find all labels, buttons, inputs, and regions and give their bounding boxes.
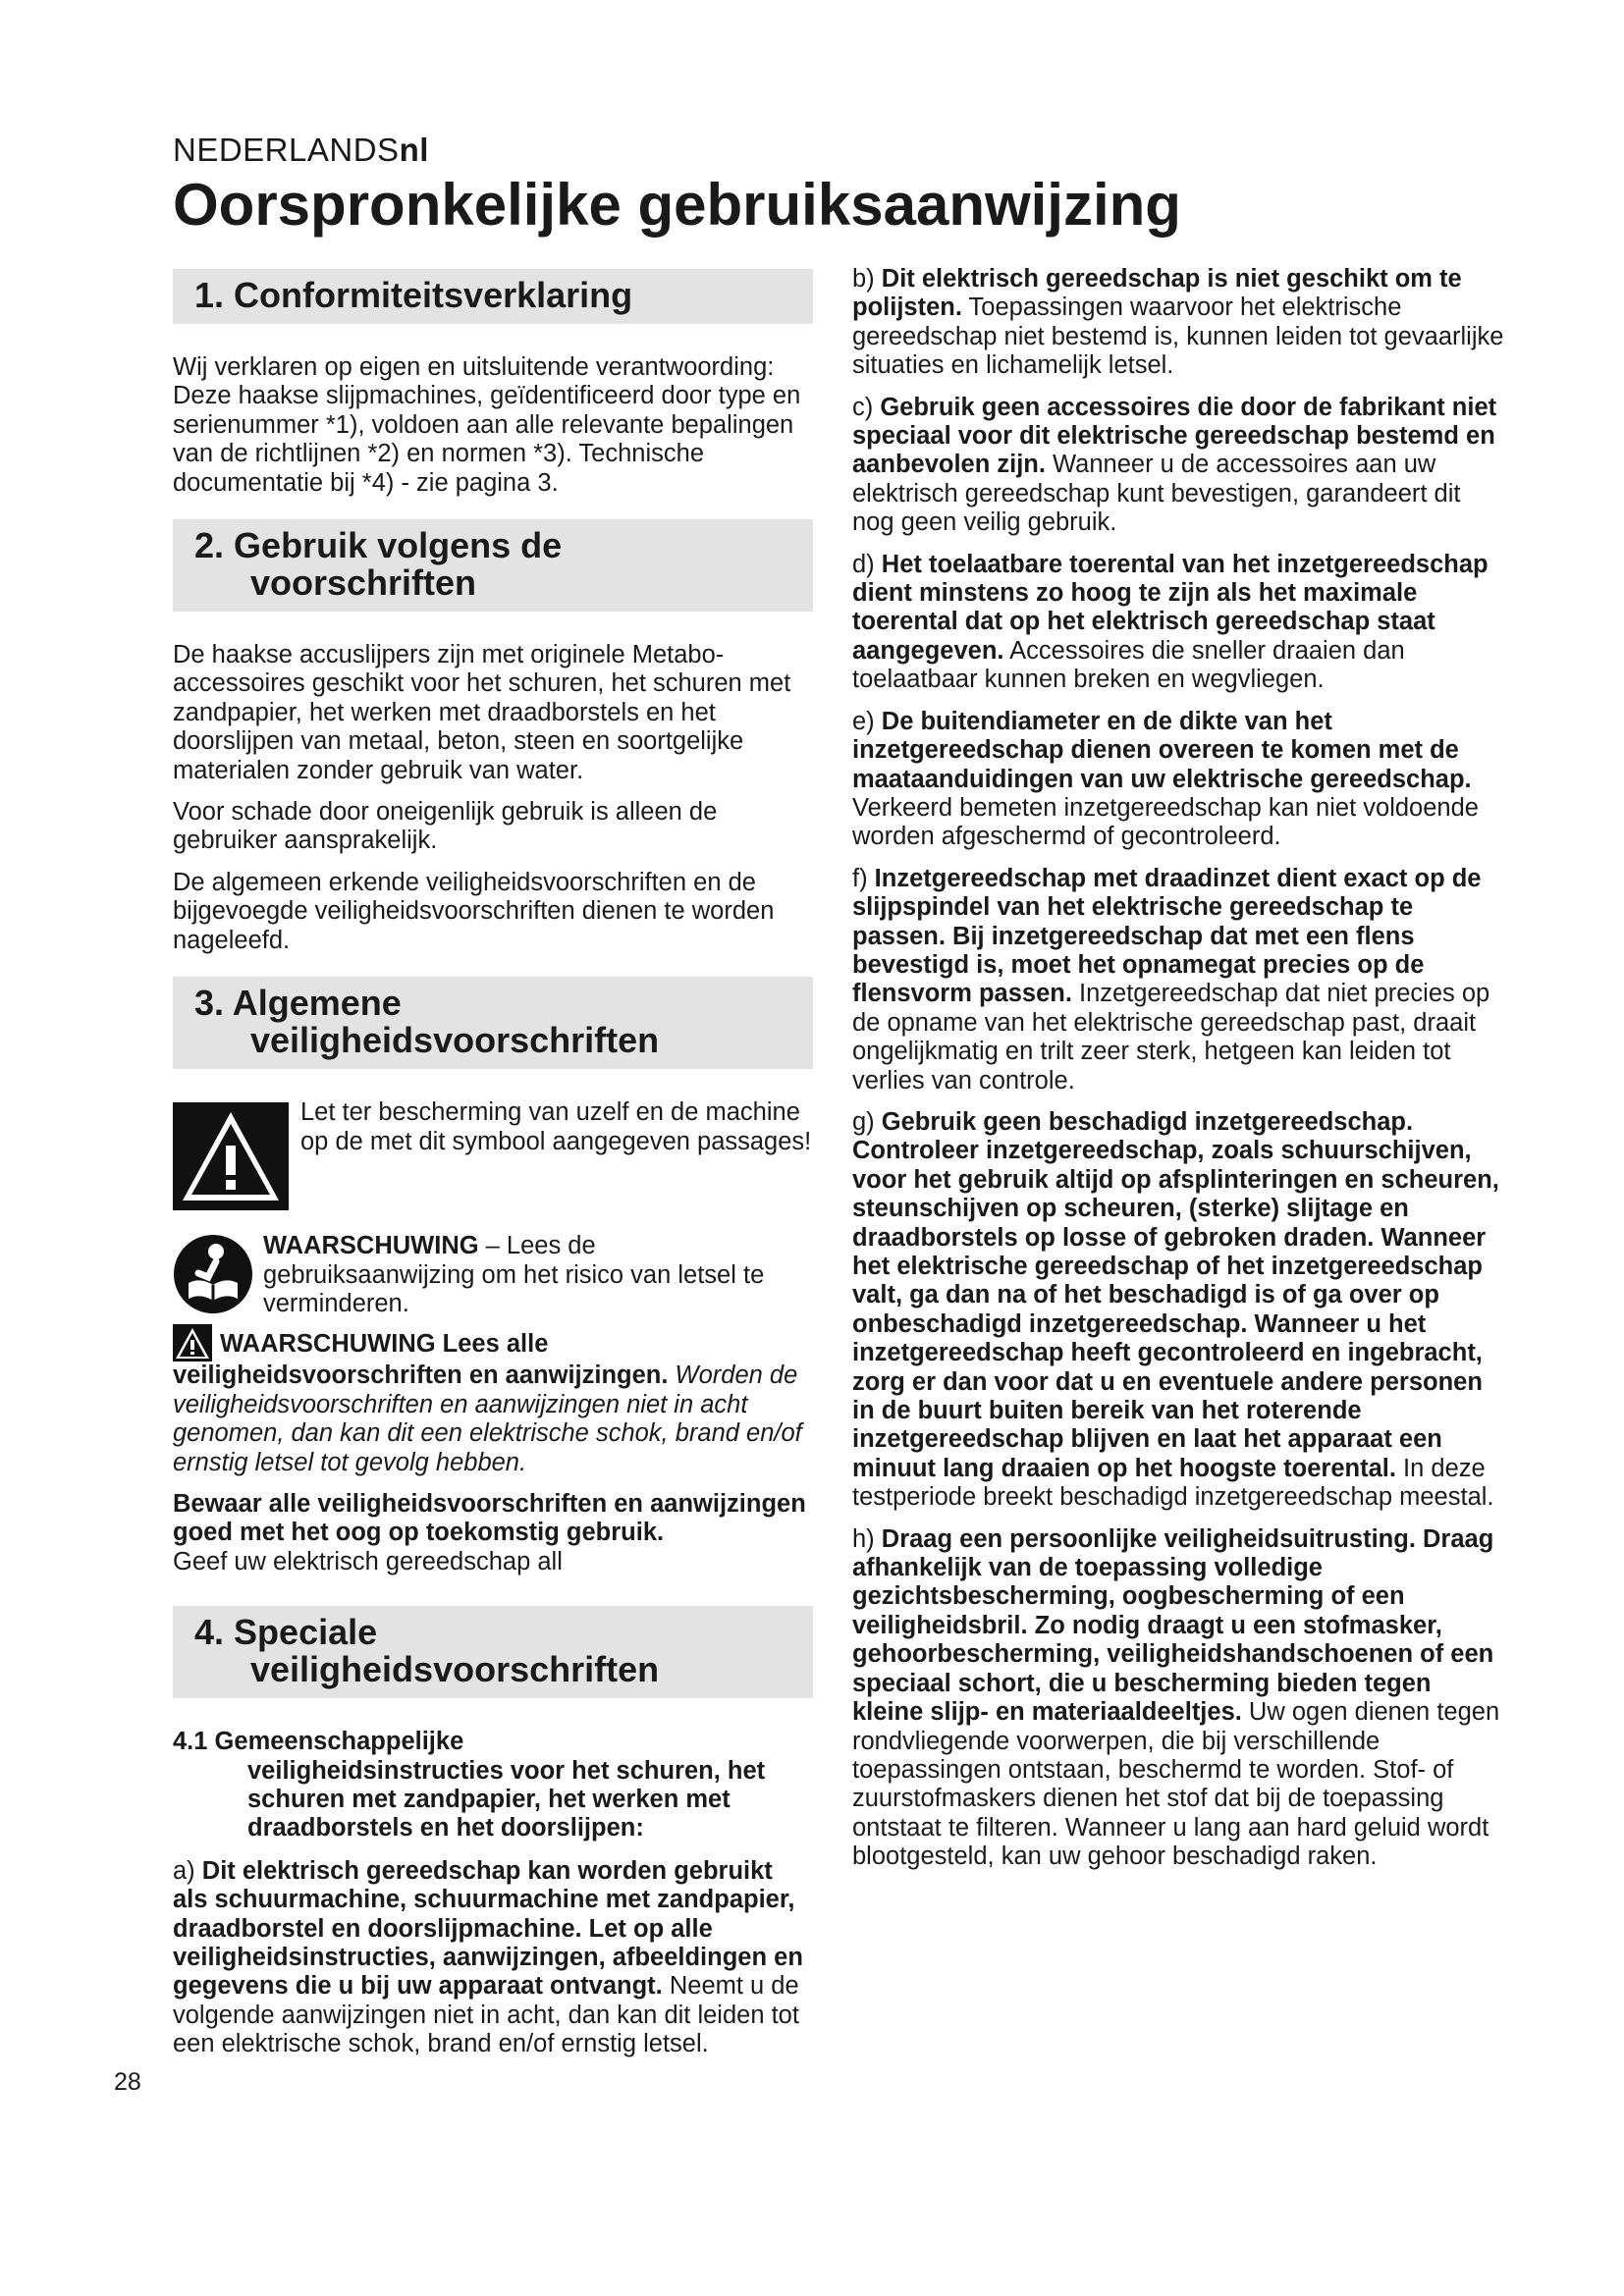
keep-instructions-note: Bewaar alle veiligheidsvoorschriften en aanwijzingen goed met het oog op toekomstig gebruik. — [173, 1489, 806, 1547]
section-4-title-line2: veiligheidsvoorschriften — [250, 1649, 660, 1690]
item-b-label: b) — [852, 265, 875, 293]
item-d-label: d) — [852, 550, 875, 578]
item-e — [852, 708, 1504, 852]
section-2-heading — [173, 519, 813, 612]
item-f-text: Inzetgereedschap dat niet precies op de opname van het elektrische gereedschap past, draait ongelijkmatig en trilt zeer sterk, hetgeen kan leiden tot verlies van controle. — [852, 980, 1490, 1095]
section-1-number: 1. — [194, 275, 225, 315]
item-b-text: Toepassingen waarvoor het elektrische gereedschap niet bestemd is, kunnen leiden tot gevaarlijke situaties en lichamelijk letsel. — [852, 294, 1504, 380]
item-g — [852, 1108, 1504, 1513]
item-g-label: g) — [852, 1107, 875, 1136]
warning-triangle-icon — [173, 1102, 289, 1210]
item-g-bold: Gebruik geen beschadigd inzetgereedschap. Controleer inzetgereedschap, zoals schuurschijven, voor het gebruik altijd op afsplinteringen en scheuren, steunschijven op scheuren, (sterke) slijtage en draadborstels op losse of gebroken draden. Wanneer het elektrische gereedschap of het inzetgereedschap valt, ga dan na of het beschadigd is of ga over op onbeschadigd inzetgereedschap. Wanneer u het inzetgereedschap heeft gecontroleerd en ingebracht, zorg er dan voor dat u en eventuele andere personen in de buurt buiten bereik van het roterende inzetgereedschap blijven en laat het apparaat een minuut lang draaien op het hoogste toerental. — [852, 1107, 1499, 1482]
page-title: Oorspronkelijke gebruiksaanwijzing — [173, 172, 1181, 238]
item-f-bold: Inzetgereedschap met draadinzet dient exact op de slijpspindel van het elektrische gereedschap te passen. Bij inzetgereedschap dat met een flens bevestigd is, moet het opnamegat precies op de flensvorm passen. — [852, 864, 1482, 1008]
item-c-bold: Gebruik geen accessoires die door de fabrikant niet speciaal voor dit elektrische gereedschap bestemd en aanbevolen zijn. — [852, 393, 1497, 479]
item-a — [173, 1857, 813, 2059]
section-2-title-line2: voorschriften — [250, 562, 477, 604]
language-code: nl — [399, 132, 429, 168]
item-h-text: Uw ogen dienen tegen rondvliegende voorwerpen, die bij verschillende toepassingen ontstaan, beschermd te worden. Stof- of zuurstofmaskers dienen het stof dat bij de toepassing ontstaat te filteren. Wanneer u lang aan hard geluid wordt blootgesteld, kan uw gehoor beschadigd raken. — [852, 1698, 1500, 1871]
section-2-number: 2. — [194, 525, 225, 566]
page-number: 28 — [114, 2068, 141, 2096]
section-1-heading — [173, 269, 813, 324]
symbol-notice-text: Let ter bescherming van uzelf en de machine op de met dit symbool aangegeven passages! — [300, 1098, 812, 1155]
section-3-title-line2: veiligheidsvoorschriften — [250, 1020, 660, 1061]
item-d-bold: Het toelaatbare toerental van het inzetgereedschap dient minstens zo hoog te zijn als het maximale toerental dat op het elektrisch gereedschap staat aangegeven. — [852, 550, 1489, 665]
item-h-label: h) — [852, 1524, 875, 1553]
item-g-text: In deze testperiode breekt beschadigd inzetgereedschap meestal. — [852, 1454, 1494, 1512]
subsection-4-1-number: 4.1 — [173, 1728, 208, 1756]
item-e-label: e) — [852, 707, 875, 735]
item-f — [852, 865, 1504, 1095]
section-3-title-line1: Algemene — [232, 983, 402, 1024]
item-e-bold: De buitendiameter en de dikte van het inzetgereedschap dienen overeen te komen met de maataanduidingen van uw elektrische gereedschap. — [852, 707, 1472, 793]
item-c-label: c) — [852, 393, 874, 421]
item-b-bold: Dit elektrisch gereedschap is niet geschikt om te polijsten. — [852, 265, 1462, 322]
section-2-paragraph-1: De haakse accuslijpers zijn met originele Metabo-accessoires geschikt voor het schuren, het schuren met zandpapier, het werken met draadborstels en het doorslijpen van metaal, beton, steen en soortgelijke materialen zonder gebruik van water. — [173, 641, 791, 784]
left-column — [173, 265, 813, 2072]
item-d-text: Accessoires die sneller draaien dan toelaatbaar kunnen breken en wegvliegen. — [852, 636, 1405, 694]
item-a-bold: Dit elektrisch gereedschap kan worden gebruikt als schuurmachine, schuurmachine met zandpapier, draadborstel en doorslijpmachine. Let op alle veiligheidsinstructies, aanwijzingen, afbeeldingen en gegevens die u bij uw apparaat ontvangt. — [173, 1856, 803, 2001]
section-1-body: Wij verklaren op eigen en uitsluitende verantwoording: Deze haakse slijpmachines, geïdentificeerd door type en serienummer *1), voldoen aan alle relevante bepalingen van de richtlijnen *2) en normen *3). Technische documentatie bij *4) - zie pagina 3. — [173, 353, 801, 497]
read-manual-warning-text: – Lees de gebruiksaanwijzing om het risico van letsel te verminderen. — [263, 1232, 765, 1317]
item-a-text: Neemt u de volgende aanwijzingen niet in acht, dan kan dit leiden tot een elektrische schok, brand en/of ernstig letsel. — [173, 1972, 799, 2058]
subsection-4-1-title-first: Gemeenschappelijke — [214, 1728, 464, 1756]
language-header — [173, 132, 429, 169]
safety-warning — [173, 1324, 813, 1477]
item-b — [852, 265, 1504, 381]
item-h-bold: Draag een persoonlijke veiligheidsuitrusting. Draag afhankelijk van de toepassing volledige gezichtsbescherming, oogbescherming of een veiligheidsbril. Zo nodig draagt u een stofmasker, gehoorbescherming, veiligheidshandschoenen of een speciaal schort, die u bescherming bieden tegen kleine slijp- en materiaaldeeltjes. — [852, 1524, 1494, 1727]
section-4-number: 4. — [194, 1612, 225, 1653]
right-column — [852, 265, 1504, 1885]
section-4-heading — [173, 1606, 813, 1698]
subsection-4-1-title-rest: veiligheidsinstructies voor het schuren, het schuren met zandpapier, het werken met draadborstels en het doorslijpen: — [247, 1756, 766, 1842]
section-3-number: 3. — [194, 983, 225, 1024]
section-2-title-line1: Gebruik volgens de — [234, 525, 563, 566]
language-name: NEDERLANDS — [173, 132, 400, 168]
read-manual-icon — [173, 1234, 253, 1314]
section-2-paragraph-2: Voor schade door oneigenlijk gebruik is alleen de gebruiker aansprakelijk. — [173, 798, 718, 855]
section-2-paragraph-3: De algemeen erkende veiligheidsvoorschriften en de bijgevoegde veiligheidsvoorschriften dienen te worden nageleefd. — [173, 868, 775, 954]
safety-warning-bold: WAARSCHUWING Lees alle veiligheidsvoorschriften en aanwijzingen. — [173, 1330, 669, 1390]
symbol-notice — [173, 1098, 813, 1210]
item-e-text: Verkeerd bemeten inzetgereedschap kan niet voldoende worden afgeschermd of gecontroleerd. — [852, 793, 1479, 851]
give-tool-note: Geef uw elektrisch gereedschap all — [173, 1547, 563, 1575]
item-a-label: a) — [173, 1856, 195, 1885]
read-manual-warning-label: WAARSCHUWING — [263, 1232, 479, 1260]
subsection-4-1-heading — [173, 1728, 813, 1843]
section-1-title: Conformiteitsverklaring — [234, 275, 633, 315]
section-3-heading — [173, 977, 813, 1069]
read-manual-warning — [173, 1232, 813, 1318]
item-c-text: Wanneer u de accessoires aan uw elektrisch gereedschap kunt bevestigen, garandeert dit nog geen veilig gebruik. — [852, 451, 1461, 537]
item-d — [852, 551, 1504, 695]
item-c — [852, 394, 1504, 538]
safety-warning-italic: Worden de veiligheidsvoorschriften en aanwijzingen niet in acht genomen, dan kan dit een elektrische schok, brand en/of ernstig letsel tot gevolg hebben. — [173, 1362, 802, 1476]
item-h — [852, 1525, 1504, 1872]
item-f-label: f) — [852, 864, 868, 892]
section-4-title-line1: Speciale — [234, 1612, 378, 1653]
warning-small-icon — [173, 1324, 212, 1362]
